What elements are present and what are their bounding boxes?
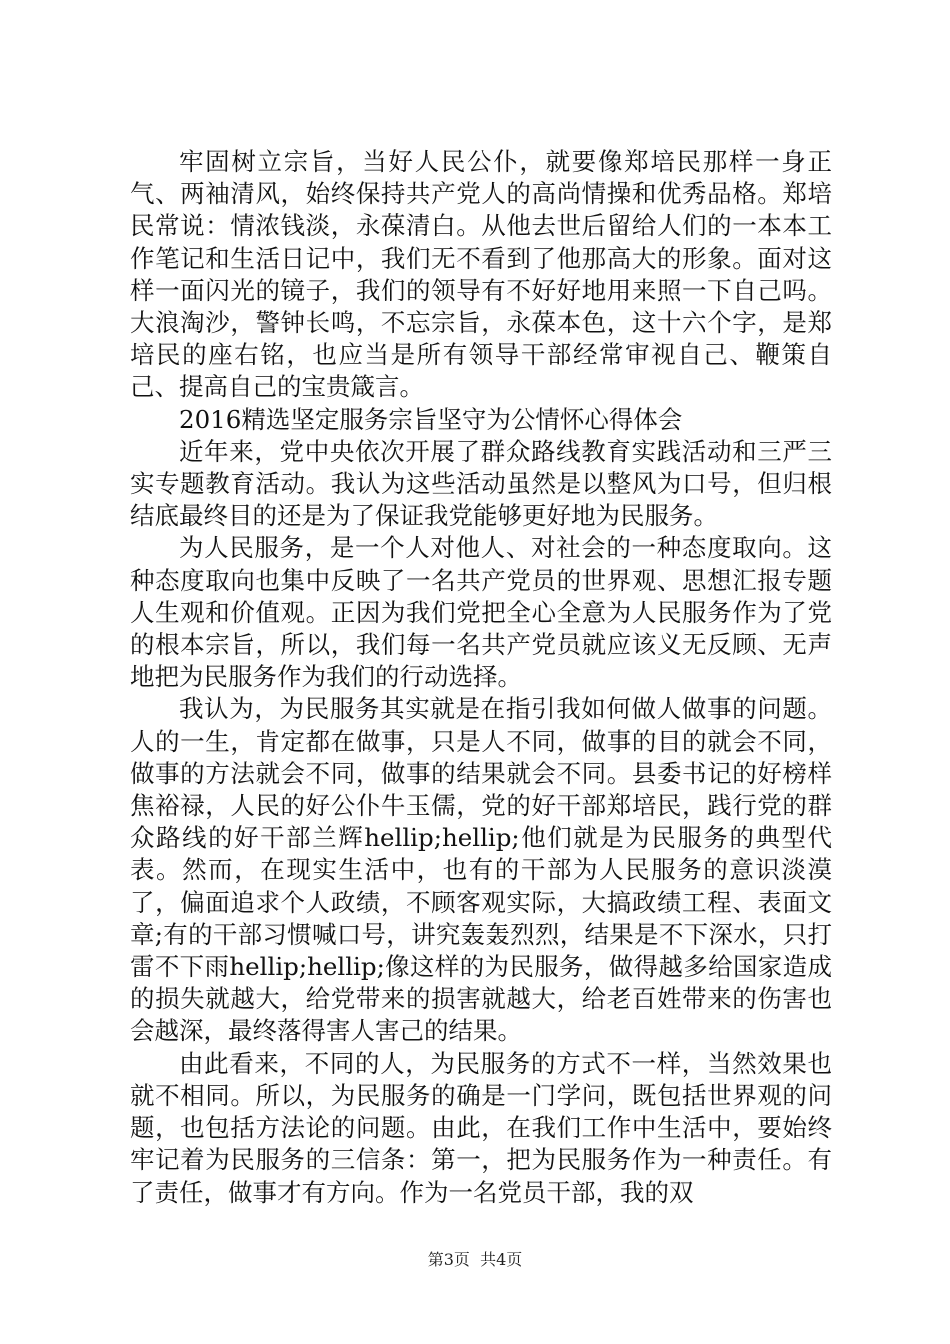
page-number-footer: 第3页 共4页	[427, 1250, 523, 1269]
paragraph-2: 近年来，党中央依次开展了群众路线教育实践活动和三严三实专题教育活动。我认为这些活动虽然是以整风为口号，但归根结底最终目的还是为了保证我党能够更好地为民服务。	[130, 436, 832, 531]
paragraph-4: 我认为，为民服务其实就是在指引我如何做人做事的问题。人的一生，肯定都在做事，只是人不同，做事的目的就会不同，做事的方法就会不同，做事的结果就会不同。县委书记的好榜样焦裕禄，人民的好公仆牛玉儒，党的好干部郑培民，践行党的群众路线的好干部兰辉hellip;hellip;他们就是为民服务的典型代表。然而，在现实生活中，也有的干部为人民服务的意识淡漠了，偏面追求个人政绩，不顾客观实际，大搞政绩工程、表面文章;有的干部习惯喊口号，讲究轰轰烈烈，结果是不下深水，只打雷不下雨hellip;hellip;像这样的为民服务，做得越多给国家造成的损失就越大，给党带来的损害就越大，给老百姓带来的伤害也会越深，最终落得害人害己的结果。	[130, 694, 832, 1046]
section-title: 2016精选坚定服务宗旨坚守为公情怀心得体会	[179, 404, 683, 434]
document-body	[130, 146, 832, 1209]
paragraph-1: 牢固树立宗旨，当好人民公仆，就要像郑培民那样一身正气、两袖清风，始终保持共产党人的高尚情操和优秀品格。郑培民常说：情浓钱淡，永葆清白。从他去世后留给人们的一本本工作笔记和生活日记中，我们无不看到了他那高大的形象。面对这样一面闪光的镜子，我们的领导有不好好地用来照一下自己吗。大浪淘沙，警钟长鸣，不忘宗旨，永葆本色，这十六个字，是郑培民的座右铭，也应当是所有领导干部经常审视自己、鞭策自己、提高自己的宝贵箴言。	[130, 147, 832, 402]
paragraph-3: 为人民服务，是一个人对他人、对社会的一种态度取向。这种态度取向也集中反映了一名共产党员的世界观、思想汇报专题人生观和价值观。正因为我们党把全心全意为人民服务作为了党的根本宗旨，所以，我们每一名共产党员就应该义无反顾、无声地把为民服务作为我们的行动选择。	[130, 533, 832, 692]
paragraph-5: 由此看来，不同的人，为民服务的方式不一样，当然效果也就不相同。所以，为民服务的确是一门学问，既包括世界观的问题，也包括方法论的问题。由此，在我们工作中生活中，要始终牢记着为民服务的三信条：第一，把为民服务作为一种责任。有了责任，做事才有方向。作为一名党员干部，我的双	[130, 1048, 832, 1207]
